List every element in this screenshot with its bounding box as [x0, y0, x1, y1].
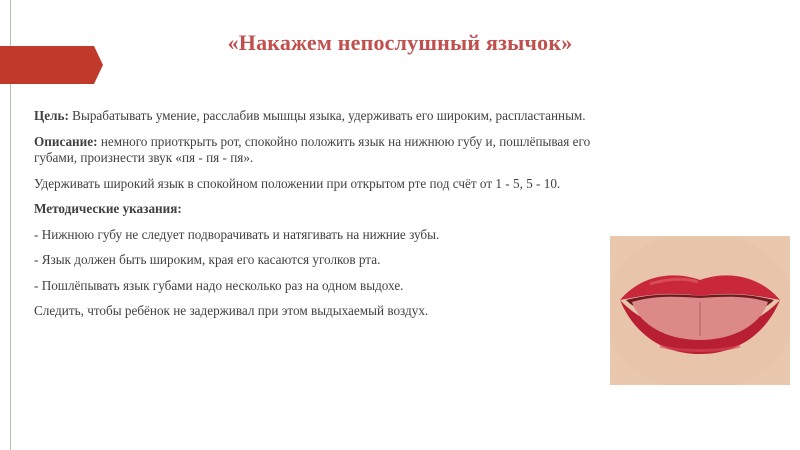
- slide-content: [34, 108, 614, 329]
- final-paragraph: Следить, чтобы ребёнок не задерживал при этом выдыхаемый воздух.: [34, 303, 429, 318]
- methods-item: - Нижнюю губу не следует подворачивать и натягивать на нижние зубы.: [34, 226, 440, 242]
- mouth-illustration: [610, 236, 790, 385]
- description-paragraph: [34, 134, 614, 167]
- goal-paragraph: [34, 108, 614, 125]
- goal-label: Цель:: [34, 108, 69, 123]
- mouth-tongue-photo: [610, 236, 790, 385]
- goal-text: Вырабатывать умение, расслабив мышцы языка, удерживать его широким, распластанным.: [68, 108, 586, 123]
- methods-item: - Язык должен быть широким, края его касаются уголков рта.: [34, 252, 381, 267]
- slide-title: «Накажем непослушный язычок»: [227, 30, 573, 55]
- methods-heading: Методические указания:: [34, 201, 182, 216]
- decorative-line-top: [10, 0, 11, 46]
- description-text: немного приоткрыть рот, спокойно положить язык на нижнюю губу и, пошлёпывая его губами, произнести звук «пя - пя - пя».: [34, 133, 591, 165]
- decorative-line-bottom: [10, 84, 11, 450]
- title-banner-shape: [0, 46, 103, 84]
- methods-item: - Пошлёпывать язык губами надо несколько раз на одном выдохе.: [34, 277, 404, 293]
- hold-paragraph: Удерживать широкий язык в спокойном положении при открытом рте под счёт от 1 - 5, 5 - 10.: [34, 175, 561, 191]
- description-label: Описание:: [34, 133, 98, 149]
